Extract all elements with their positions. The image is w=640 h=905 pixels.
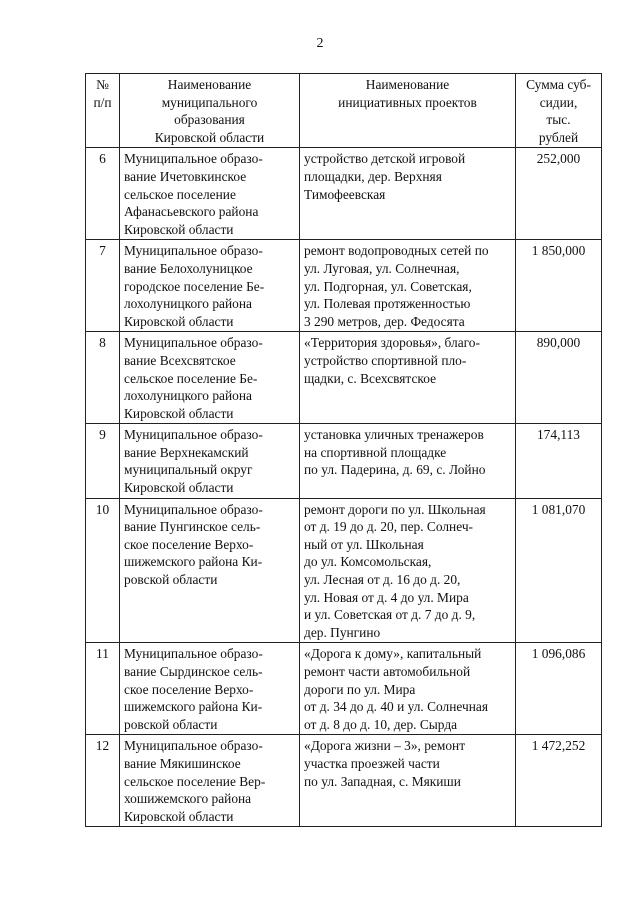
header-number: № п/п [86, 74, 120, 148]
table-row [86, 498, 602, 643]
row-project: «Территория здоровья», благо- устройство спортивной пло- щадки, с. Всехсвятское [300, 332, 516, 424]
row-number: 8 [86, 332, 120, 424]
header-municipality: Наименование муниципального образования Кировской области [120, 74, 300, 148]
header-project: Наименование инициативных проектов [300, 74, 516, 148]
table-row [86, 424, 602, 498]
row-number: 11 [86, 643, 120, 735]
row-municipality: Муниципальное образо- вание Мякишинское сельское поселение Вер- хошижемского района Кировской области [120, 735, 300, 827]
row-project: ремонт дороги по ул. Школьная от д. 19 до д. 20, пер. Солнеч- ный от ул. Школьная до ул. Комсомольская, ул. Лесная от д. 16 до д. 20, ул. Новая от д. 4 до ул. Мира и ул. Советская от д. 7 до д. 9, дер. Пунгино [300, 498, 516, 643]
row-number: 12 [86, 735, 120, 827]
row-amount: 1 850,000 [516, 240, 602, 332]
row-project: «Дорога жизни – 3», ремонт участка проезжей части по ул. Западная, с. Мякиши [300, 735, 516, 827]
table-row [86, 240, 602, 332]
row-amount: 174,113 [516, 424, 602, 498]
table-row [86, 148, 602, 240]
table-row [86, 332, 602, 424]
row-municipality: Муниципальное образо- вание Верхнекамский муниципальный округ Кировской области [120, 424, 300, 498]
row-number: 9 [86, 424, 120, 498]
header-amount: Сумма суб- сидии, тыс. рублей [516, 74, 602, 148]
row-amount: 1 096,086 [516, 643, 602, 735]
subsidy-table [85, 73, 602, 827]
page-number: 2 [316, 36, 324, 51]
row-municipality: Муниципальное образо- вание Пунгинское сель- ское поселение Верхо- шижемского района Ки- ровской области [120, 498, 300, 643]
row-municipality: Муниципальное образо- вание Белохолуницкое городское поселение Бе- лохолуницкого района Кировской области [120, 240, 300, 332]
row-municipality: Муниципальное образо- вание Ичетовкинское сельское поселение Афанасьевского района Кировской области [120, 148, 300, 240]
row-project: установка уличных тренажеров на спортивной площадке по ул. Падерина, д. 69, с. Лойно [300, 424, 516, 498]
row-project: устройство детской игровой площадки, дер. Верхняя Тимофеевская [300, 148, 516, 240]
row-municipality: Муниципальное образо- вание Всехсвятское сельское поселение Бе- лохолуницкого района Кировской области [120, 332, 300, 424]
table-row [86, 735, 602, 827]
row-amount: 252,000 [516, 148, 602, 240]
row-project: «Дорога к дому», капитальный ремонт части автомобильной дороги по ул. Мира от д. 34 до д. 40 и ул. Солнечная от д. 8 до д. 10, дер. Сырда [300, 643, 516, 735]
table-header-row [86, 74, 602, 148]
row-amount: 890,000 [516, 332, 602, 424]
row-project: ремонт водопроводных сетей по ул. Луговая, ул. Солнечная, ул. Подгорная, ул. Советская, ул. Полевая протяженностью 3 290 метров, дер. Федосята [300, 240, 516, 332]
row-number: 10 [86, 498, 120, 643]
table-row [86, 643, 602, 735]
row-number: 6 [86, 148, 120, 240]
row-municipality: Муниципальное образо- вание Сырдинское сель- ское поселение Верхо- шижемского района Ки- ровской области [120, 643, 300, 735]
row-number: 7 [86, 240, 120, 332]
row-amount: 1 472,252 [516, 735, 602, 827]
row-amount: 1 081,070 [516, 498, 602, 643]
